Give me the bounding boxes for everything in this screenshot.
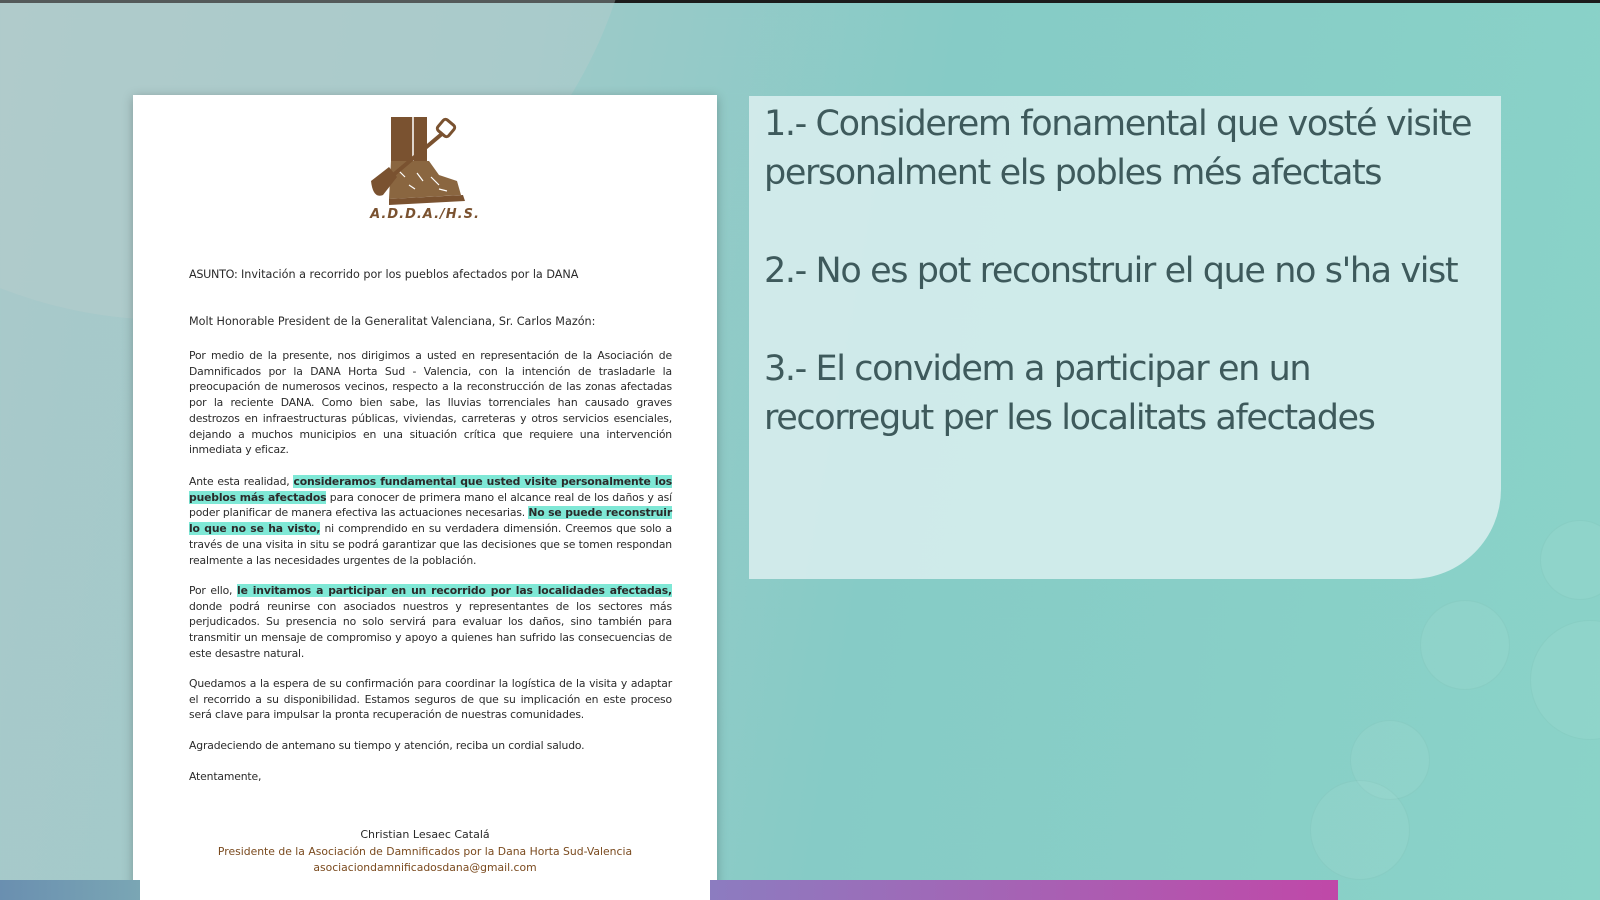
paragraph-text: para conocer de primera mano el alcance real de los daños y así poder planificar de manera efectiva las actuaciones necesarias. [189, 490, 672, 520]
letter-paragraph-1 [189, 348, 672, 458]
key-point-3: 3.- El convidem a participar en un recorregut per les localitats afectades [764, 349, 1375, 438]
highlighted-text: No se puede reconstruir lo que no se ha visto, [189, 506, 672, 536]
organization-logo-text: A.D.D.A./H.S. [370, 207, 480, 222]
key-point-2: 2.- No es pot reconstruir el que no s'ha vist [764, 251, 1458, 291]
subject-label: ASUNTO: [189, 268, 238, 281]
background-circle [1420, 600, 1510, 690]
background-circle [1310, 780, 1410, 880]
key-point-1: 1.- Considerem fonamental que vosté visite personalment els pobles més afectats [764, 104, 1472, 193]
paragraph-text: Ante esta realidad, [189, 475, 294, 488]
letter-paragraph-5 [189, 738, 672, 754]
subject-text: Invitación a recorrido por los pueblos afectados por la DANA [237, 268, 579, 281]
closing-text: Atentamente, [189, 770, 262, 783]
letter-paragraph-4 [189, 676, 672, 723]
paragraph-text: Por ello, [189, 584, 238, 597]
letter-closing [189, 769, 672, 785]
letter-salutation: Molt Honorable President de la Generalitat Valenciana, Sr. Carlos Mazón: [189, 315, 596, 328]
signature-email: asociaciondamnificadosdana@gmail.com [313, 861, 537, 874]
letter-subject [189, 268, 578, 281]
letter-document [133, 95, 717, 900]
letter-paragraph-3 [189, 583, 672, 662]
paragraph-text: Quedamos a la espera de su confirmación para coordinar la logística de la visita y adaptar el recorrido a su disponibilidad. Estamos seguros de que su implicación en este proceso será clave para impulsar la pronta recuperación de nuestras comunidades. [189, 677, 672, 722]
signature-name: Christian Lesaec Catalá [360, 828, 490, 841]
background-circle [1530, 620, 1600, 740]
key-points-panel [749, 96, 1501, 579]
highlighted-text: le invitamos a participar en un recorrido por las localidades afectadas, [237, 584, 673, 597]
paragraph-text: ni comprendido en su verdadera dimensión. Creemos que solo a través de una visita in situ se podrá garantizar que las decisiones que se tomen respondan realmente a las necesidades urgentes de la población. [189, 522, 672, 567]
bottom-accent-bar [710, 880, 1338, 900]
background-circle [1350, 720, 1430, 800]
paragraph-text: Por medio de la presente, nos dirigimos a usted en representación de la Asociación de Damnificados por la DANA Horta Sud - Valencia, con la intención de trasladarle la preocupación de numerosos vecinos, respecto a la reconstrucción de las zonas afectadas por la reciente DANA. Como bien sabe, las lluvias torrenciales han causado graves destrozos en infraestructuras públicas, viviendas, carreteras y otros servicios esenciales, dejando a muchos municipios en una situación crítica que requiere una intervención inmediata y eficaz. [189, 349, 672, 457]
signature-role: Presidente de la Asociación de Damnificados por la Dana Horta Sud-Valencia [217, 845, 633, 858]
background-circle [1540, 520, 1600, 600]
letter-paragraph-2 [189, 474, 672, 568]
highlighted-text: consideramos fundamental que usted visite personalmente los pueblos más afectados [189, 475, 673, 504]
paragraph-text: donde podrá reunirse con asociados nuestros y representantes de los sectores más perjudicados. Su presencia no solo servirá para evaluar los daños, sino también para transmitir un mensaje de compromiso y apoyo a quienes han sufrido las consecuencias de este desastre natural. [189, 599, 672, 660]
bottom-left-bar [0, 880, 140, 900]
paragraph-text: Agradeciendo de antemano su tiempo y atención, reciba un cordial saludo. [189, 739, 585, 752]
